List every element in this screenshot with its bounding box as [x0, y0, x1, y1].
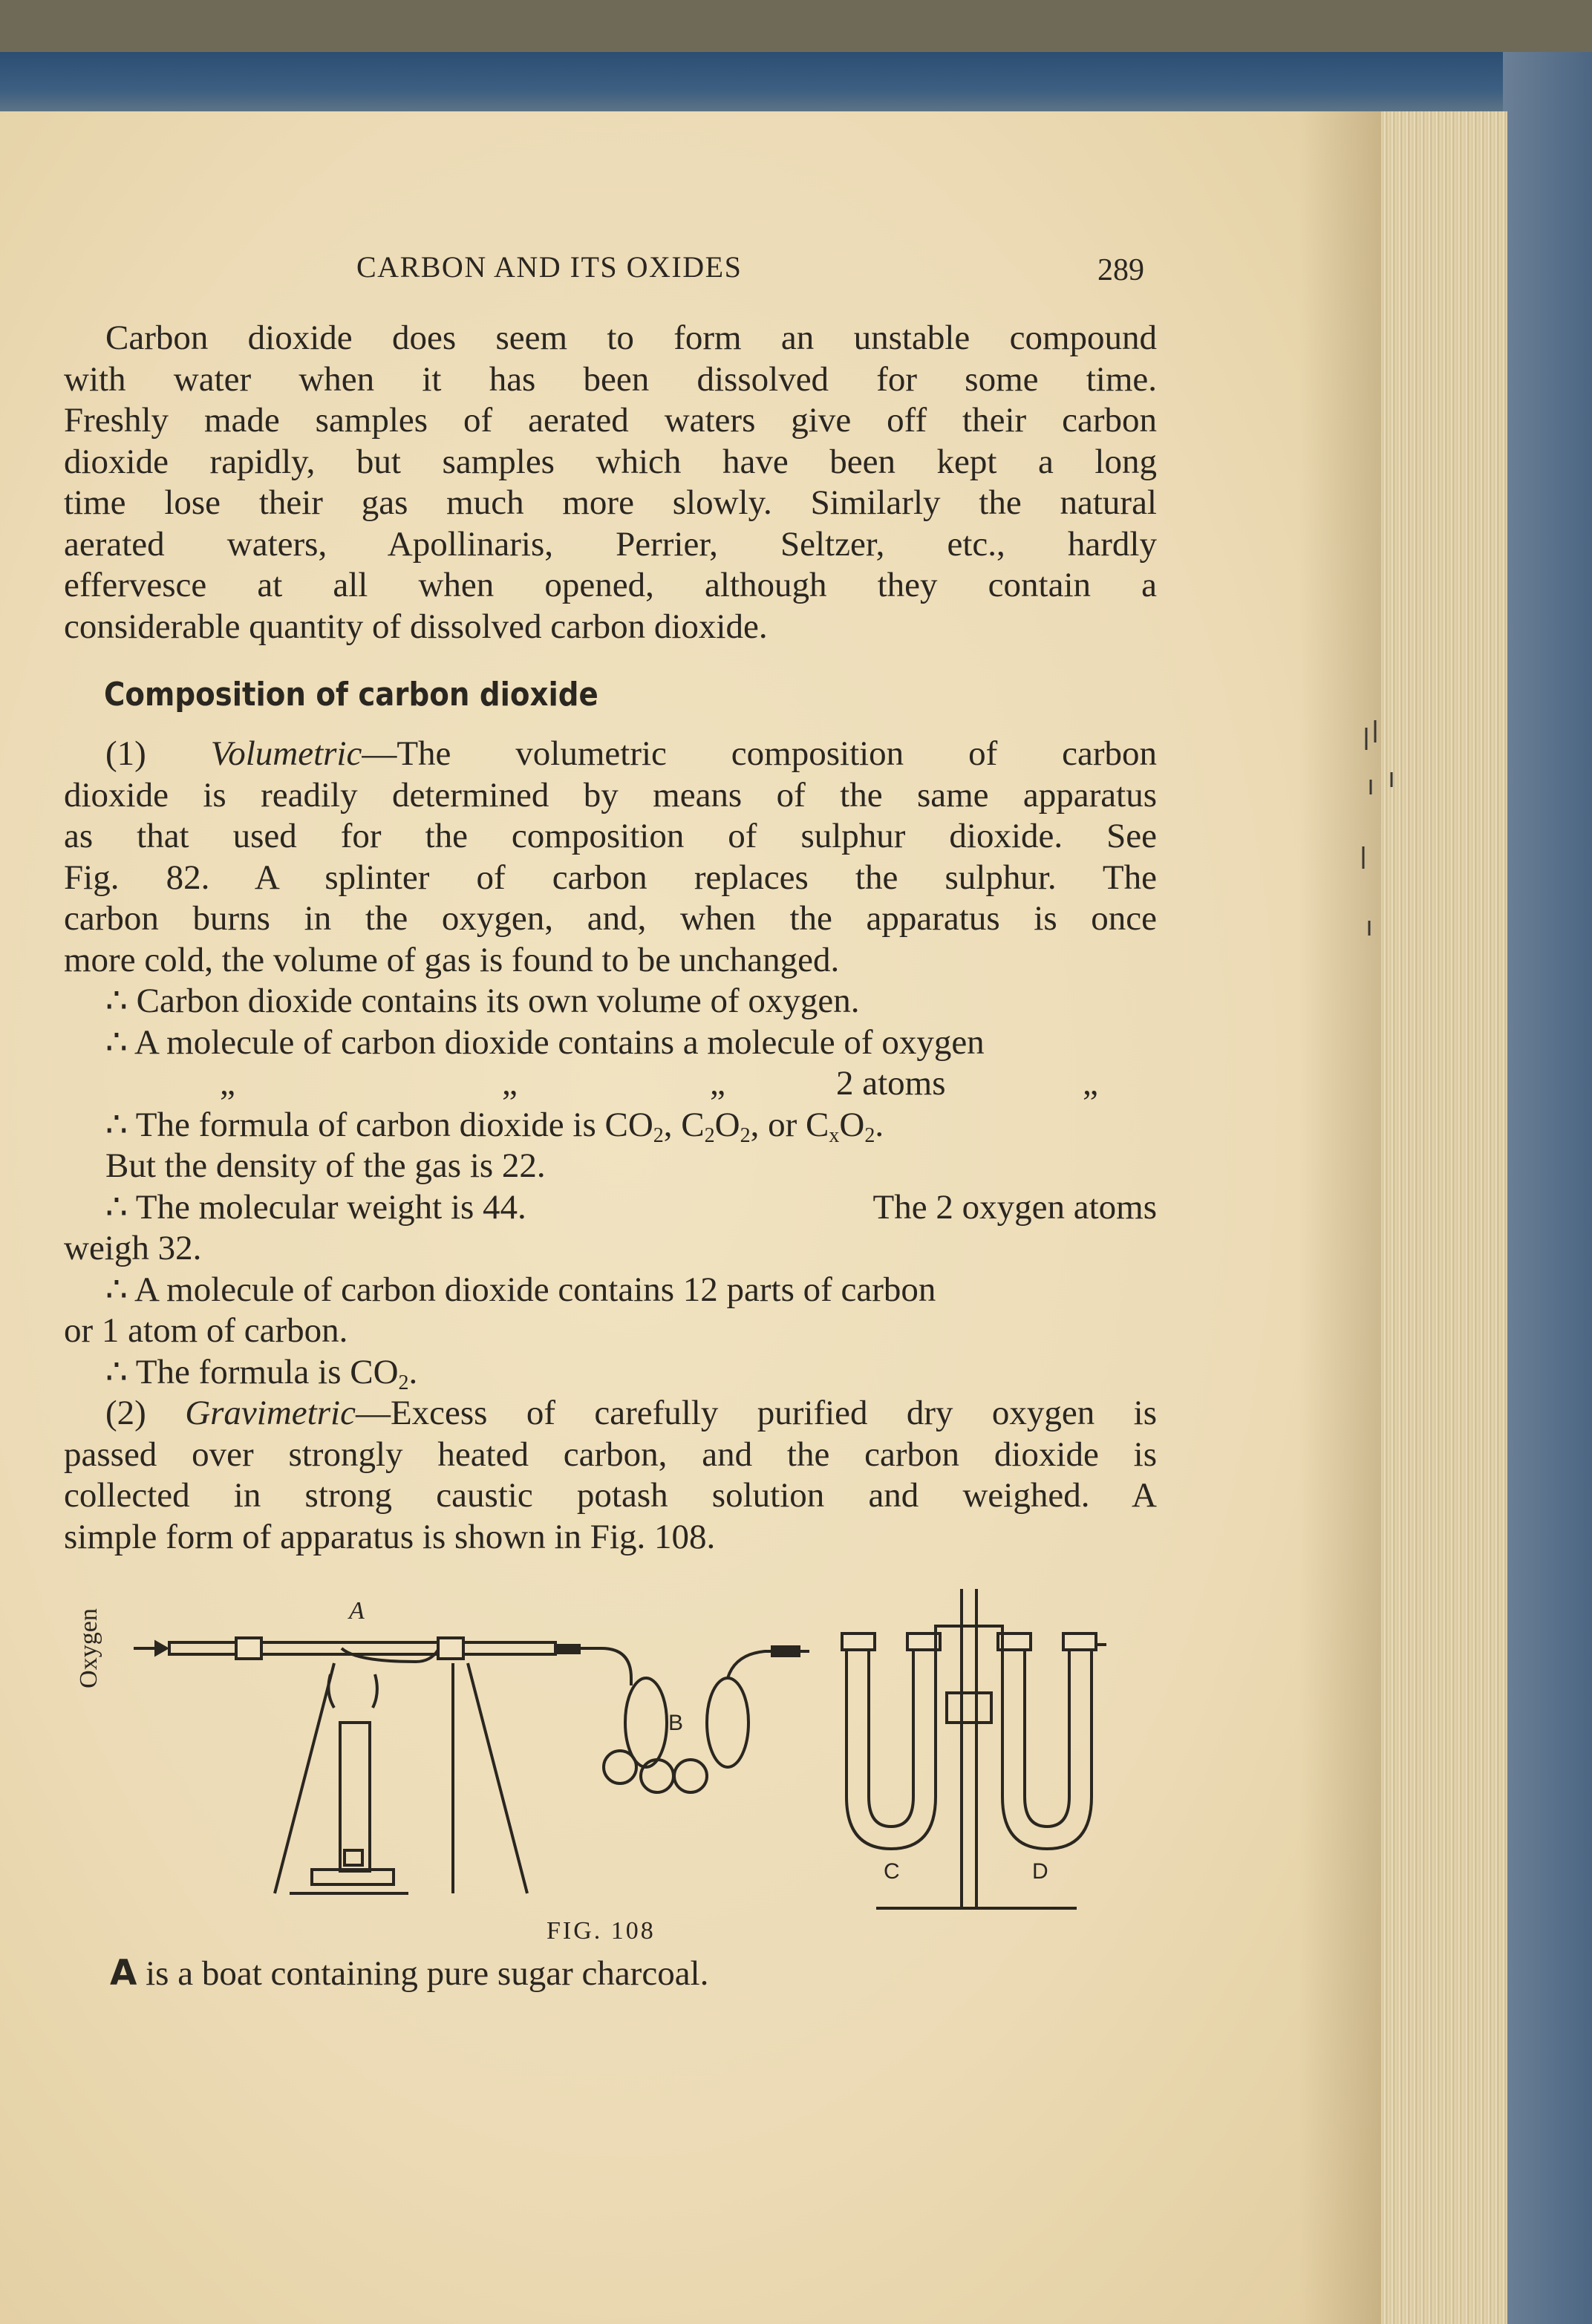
text-fragment: —Excess of carefully purified dry oxygen is: [355, 1394, 1158, 1432]
therefore-line: ∴ A molecule of carbon dioxide contains 12 parts of carbon: [105, 1270, 936, 1309]
subscript: 2: [740, 1123, 751, 1147]
two-atoms: 2 atoms: [836, 1064, 946, 1103]
burner-valve: [345, 1850, 362, 1865]
molecular-weight-line: [64, 1187, 1157, 1229]
text-fragment: , C: [663, 1105, 705, 1144]
text-line: as that used for the composition of sulphur dioxide. See: [64, 817, 1157, 855]
arrow-head-icon: [156, 1642, 166, 1654]
text-line: time lose their gas much more slowly. Similarly the natural: [64, 483, 1157, 522]
page-gutter-shadow: [1299, 111, 1381, 2324]
text-line: with water when it has been dissolved for some time.: [64, 359, 1157, 399]
volumetric-line: [64, 734, 1157, 775]
gravimetric-term: Gravimetric: [185, 1394, 356, 1432]
tube-clamp: [236, 1638, 261, 1659]
subscript: 2: [398, 1371, 409, 1394]
text-fragment: O: [839, 1105, 865, 1144]
text-fragment: The 2 oxygen atoms: [872, 1187, 1157, 1227]
apparatus-figure: [67, 1574, 1106, 1930]
subscript: 2: [704, 1123, 715, 1147]
text-fragment: ∴ The formula of carbon dioxide is CO: [105, 1105, 653, 1144]
item-number: (2): [105, 1394, 146, 1432]
ditto-mark: „: [220, 1064, 235, 1103]
stopper: [1063, 1633, 1096, 1650]
label-c: C: [884, 1859, 900, 1884]
combustion-tube: [169, 1642, 555, 1654]
subscript: 2: [864, 1123, 875, 1147]
text-line: carbon burns in the oxygen, and, when the apparatus is once: [64, 899, 1157, 938]
text-line: Freshly made samples of aerated waters give off their carbon: [64, 401, 1157, 440]
stopper: [842, 1633, 875, 1650]
text-line: Fig. 82. A splinter of carbon replaces the sulphur. The: [64, 858, 1157, 897]
page-number: 289: [1097, 253, 1144, 287]
text-line: dioxide is readily determined by means of the same apparatus: [64, 775, 1157, 815]
potash-bulb-small: [674, 1760, 707, 1792]
label-d: D: [1032, 1859, 1048, 1884]
rubber-joint: [772, 1647, 799, 1656]
text-line: aerated waters, Apollinaris, Perrier, Seltzer, etc., hardly: [64, 524, 1157, 564]
text-fragment: ∴ The molecular weight is 44.: [105, 1187, 526, 1227]
stand-clamp: [947, 1693, 991, 1723]
u-tube-d-inner: [1025, 1648, 1069, 1827]
text-line: passed over strongly heated carbon, and the carbon dioxide is: [64, 1434, 1157, 1474]
text-line: simple form of apparatus is shown in Fig. 108.: [64, 1517, 716, 1556]
ditto-mark: „: [502, 1064, 518, 1103]
tube-clamp: [438, 1638, 463, 1659]
subscript: x: [829, 1123, 840, 1147]
running-head: CARBON AND ITS OXIDES: [356, 250, 743, 284]
volumetric-term: Volumetric: [210, 734, 362, 773]
item-number: (1): [105, 734, 146, 773]
gravimetric-line: [64, 1393, 1157, 1434]
pencil-marks: [1356, 713, 1408, 1025]
potash-bulb-small: [641, 1760, 673, 1792]
text-fragment: ∴ The formula is CO: [105, 1352, 399, 1391]
text-line: more cold, the volume of gas is found to be unchanged.: [64, 940, 840, 979]
u-tube-c: [846, 1648, 936, 1849]
legend-text: is a boat containing pure sugar charcoal.: [137, 1954, 709, 1993]
composition-text: [64, 734, 1157, 1558]
text-fragment: , or C: [750, 1105, 829, 1144]
text-line: weigh 32.: [64, 1229, 202, 1267]
u-tube-d: [1002, 1648, 1092, 1849]
potash-bulb: [707, 1678, 748, 1767]
figure-caption: FIG. 108: [547, 1917, 656, 1945]
final-formula-line: ∴ The formula is $CO_2$.: [105, 1352, 418, 1394]
text-fragment: —The volumetric composition of carbon: [362, 734, 1157, 773]
rubber-joint: [557, 1645, 579, 1653]
u-tube-c-inner: [869, 1648, 913, 1827]
text-line: collected in strong caustic potash solution and weighed. A: [64, 1476, 1157, 1515]
formula-line: ∴ The formula of carbon dioxide is $CO_2$, $C_2O_2$, or $C_xO_2$.: [105, 1105, 884, 1147]
figure-legend: [110, 1953, 708, 1994]
text-line: effervesce at all when opened, although they contain a: [64, 566, 1157, 604]
tripod-leg: [468, 1663, 527, 1893]
text-line: dioxide rapidly, but samples which have been kept a long: [64, 442, 1157, 481]
potash-bulb-small: [604, 1751, 636, 1783]
ditto-mark: „: [1083, 1064, 1098, 1103]
label-a: A: [349, 1597, 365, 1625]
ditto-mark: „: [710, 1064, 725, 1103]
page-edges: [1366, 111, 1507, 2324]
subscript: 2: [653, 1123, 664, 1147]
legend-label: A: [110, 1953, 137, 1994]
text-fragment: O: [714, 1105, 740, 1144]
text-line: or 1 atom of carbon.: [64, 1311, 348, 1350]
connecting-tube: [936, 1626, 1002, 1648]
oxygen-label: Oxygen: [75, 1608, 102, 1688]
text-line: considerable quantity of dissolved carbon dioxide.: [64, 607, 768, 646]
text-line: But the density of the gas is 22.: [105, 1146, 546, 1185]
ditto-row: [64, 1063, 1157, 1105]
section-heading: Composition of carbon dioxide: [104, 676, 598, 714]
book-cover-edge: [1503, 52, 1592, 2324]
text-line: Carbon dioxide does seem to form an unstable compound: [105, 319, 1157, 357]
paragraph-aerated-waters: [64, 318, 1157, 647]
therefore-line: ∴ A molecule of carbon dioxide contains a molecule of oxygen: [105, 1022, 985, 1062]
therefore-line: ∴ Carbon dioxide contains its own volume of oxygen.: [105, 982, 860, 1020]
tripod-leg: [275, 1663, 334, 1893]
flame-right: [373, 1674, 377, 1708]
label-b: B: [668, 1711, 684, 1735]
